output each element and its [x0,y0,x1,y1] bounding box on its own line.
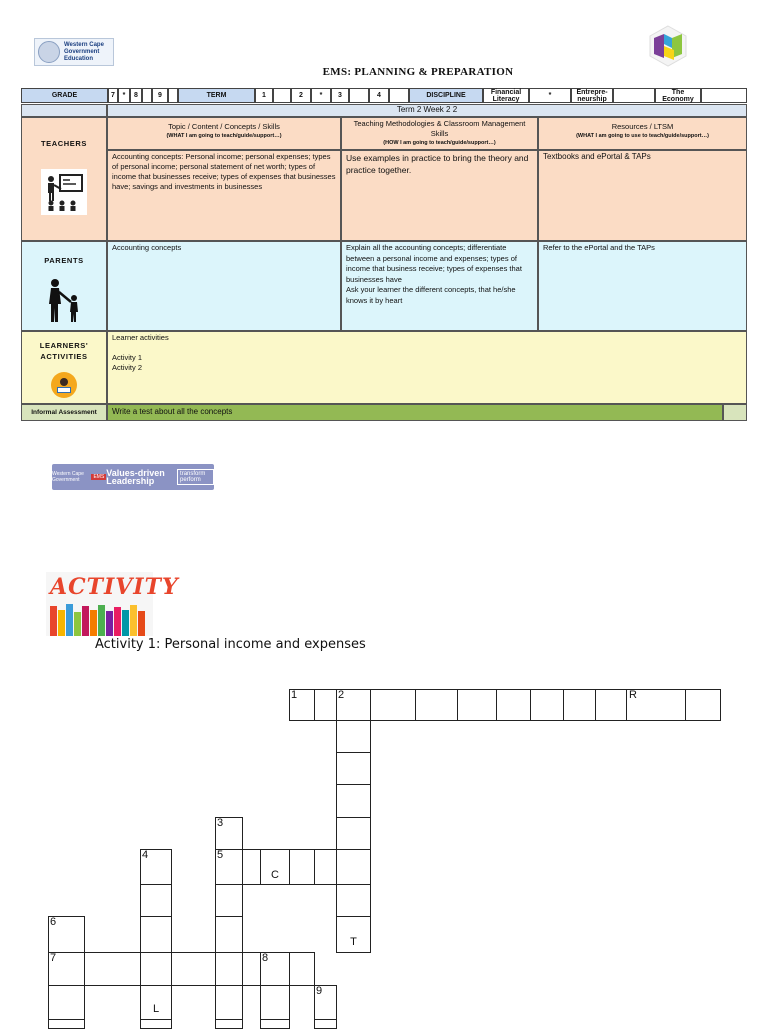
given-letter: T [350,935,357,948]
teacher-icon [41,169,87,215]
discipline-entrepreneurship: Entrepre-neurship [571,88,613,103]
crossword-cell[interactable] [140,849,172,885]
clue-number: 8 [262,952,269,964]
assessment-content: Write a test about all the concepts [107,404,723,421]
crossword-cell[interactable] [336,849,371,885]
parents-resources: Refer to the ePortal and the TAPs [538,241,747,331]
header-methodologies-title: Teaching Methodologies & Classroom Management Skills [353,119,526,138]
discipline-financial-literacy: Financial Literacy [483,88,529,103]
crossword-cell[interactable] [215,985,243,1020]
grade-cell [168,88,178,103]
grade-label: GRADE [21,88,108,103]
banner-title: Values-driven Leadership [106,468,165,486]
crossword-cell[interactable] [242,952,261,986]
crossword-cell[interactable] [289,689,315,721]
term-cell [273,88,291,103]
crossword-cell[interactable] [140,884,172,917]
parents-row-label [21,241,107,331]
learners-label: LEARNERS' ACTIVITIES [39,341,89,361]
discipline-the-economy: The Economy [655,88,701,103]
term-cell [389,88,409,103]
crossword-cell[interactable] [370,689,416,721]
crossword-cell[interactable] [626,689,686,721]
banner-org: Western Cape Government [52,471,84,483]
crossword-cell[interactable] [314,985,337,1020]
page-title: EMS: PLANNING & PREPARATION [322,66,514,78]
crossword-cell[interactable] [215,849,243,885]
crossword-cell[interactable] [336,752,371,785]
crossword-cell[interactable] [457,689,497,721]
crossword-cell[interactable] [314,689,337,721]
crossword-cell[interactable] [140,916,172,953]
crossword-cell[interactable] [215,1019,243,1029]
crossword-cell[interactable] [595,689,627,721]
crossword-cell[interactable] [48,1019,85,1029]
header-resources-sub: (WHAT I am going to use to teach/guide/support…) [576,133,709,139]
crossword-cell[interactable] [171,952,216,986]
header-resources [538,117,747,150]
clue-number: 3 [217,817,224,829]
grade-cell: 7 [108,88,118,103]
clue-number: 2 [338,689,345,701]
parents-label: PARENTS [44,256,84,265]
header-methodologies [341,117,538,150]
crossword-cell[interactable] [336,916,371,953]
crossword-cell[interactable] [336,784,371,818]
activity-graphic-word: ACTIVITY [50,574,179,600]
term-cell: 2 [291,88,311,103]
discipline-mark: * [529,88,571,103]
learners-row-label [21,331,107,404]
banner-tag: EMS [93,474,105,480]
crossword-cell[interactable] [140,952,172,986]
learners-activities: Learner activities Activity 1 Activity 2 [107,331,747,404]
crossword-cell[interactable] [289,849,315,885]
crossword-cell[interactable] [215,952,243,986]
government-logo-text: Western Cape Government Education [64,41,104,62]
grade-term-discipline-row [21,88,747,103]
crossword-cell[interactable] [260,1019,290,1029]
crossword-cell[interactable] [48,985,85,1020]
parents-topic: Accounting concepts [107,241,341,331]
header-resources-title: Resources / LTSM [611,122,674,131]
learner-reading-icon [51,372,77,398]
crossword-cell[interactable] [415,689,458,721]
header-topic-sub: (WHAT I am going to teach/guide/support…) [166,133,282,139]
crossword-cell[interactable] [140,1019,172,1029]
grade-cell: * [118,88,130,103]
crossword-cell[interactable] [48,952,85,986]
crossword-cell[interactable] [242,849,261,885]
crossword-cell[interactable] [140,985,172,1020]
crossword-cell[interactable] [260,985,290,1020]
parents-method: Explain all the accounting concepts; differentiate between a personal income and expenses; types of income that business receive; types of expenses that businesses have Ask your learner the different concepts, that he/she knows it by heart [341,241,538,331]
planning-table [21,104,747,421]
teachers-topic: Accounting concepts: Personal income; personal expenses; types of personal income; personal statement of net worth; types of income that businesses receive; types of expenses that businesses have; savings and investments in businesses [107,150,341,241]
given-letter: L [152,1003,160,1016]
crossword-cell[interactable] [336,689,371,721]
discipline-label: DISCIPLINE [409,88,483,103]
crossword-cell[interactable] [48,916,85,953]
teachers-resources: Textbooks and ePortal & TAPs [538,150,747,241]
discipline-mark [701,88,747,103]
assessment-mark [723,404,747,421]
clue-number: 4 [142,849,149,861]
grade-cell: 9 [152,88,168,103]
header-topic [107,117,341,150]
term-week: Term 2 Week 2 2 [107,104,747,117]
clue-number: 9 [316,985,323,997]
grade-cell: 8 [130,88,142,103]
term-week-spacer [21,104,107,117]
term-cell: 4 [369,88,389,103]
term-label: TERM [178,88,255,103]
assessment-label: Informal Assessment [21,404,107,421]
clue-number: 7 [50,952,57,964]
coat-of-arms-icon [38,41,60,63]
header-topic-title: Topic / Content / Concepts / Skills [168,122,280,131]
given-letter: R [629,689,637,701]
term-cell: 3 [331,88,349,103]
crossword-cell[interactable] [336,884,371,917]
crossword-cell[interactable] [530,689,564,721]
values-driven-leadership-banner [52,464,214,490]
given-letter: C [271,869,279,882]
ems-logo [646,24,690,68]
crossword-cell[interactable] [260,952,290,986]
parent-child-icon [42,278,86,324]
crossword-cell[interactable] [496,689,531,721]
crossword-cell[interactable] [314,1019,337,1029]
western-cape-government-logo [34,38,114,66]
activity-heading: Activity 1: Personal income and expenses [95,637,366,652]
crossword-cell[interactable] [314,849,337,885]
crossword-cell[interactable] [215,884,243,917]
crossword-cell[interactable] [215,817,243,850]
crossword-cell[interactable] [84,952,141,986]
crossword-cell[interactable] [260,849,290,885]
grade-cell [142,88,152,103]
teachers-label: TEACHERS [40,139,88,148]
term-cell [349,88,369,103]
crossword-cell[interactable] [289,952,315,986]
discipline-mark [613,88,655,103]
term-cell: 1 [255,88,273,103]
banner-badge: transform perform [177,469,214,485]
teachers-method: Use examples in practice to bring the theory and practice together. [341,150,538,241]
header-methodologies-sub: (HOW I am going to teach/guide/support…) [383,140,496,146]
teachers-row-label [21,117,107,241]
clue-number: 1 [291,689,298,701]
crossword-cell[interactable] [685,689,721,721]
crossword-cell[interactable] [336,817,371,850]
crossword-cell[interactable] [563,689,596,721]
clue-number: 6 [50,916,57,928]
term-cell: * [311,88,331,103]
clue-number: 5 [217,849,224,861]
crossword-cell[interactable] [215,916,243,953]
crossword-cell[interactable] [336,720,371,753]
